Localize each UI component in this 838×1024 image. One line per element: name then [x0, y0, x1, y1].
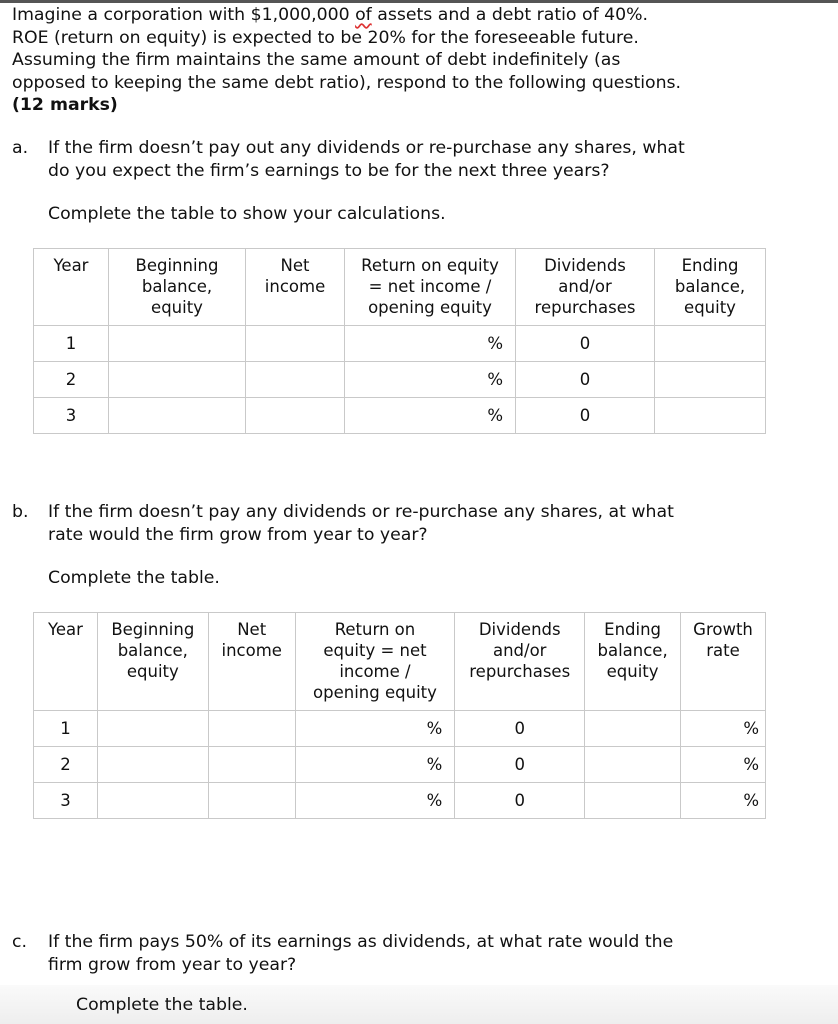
question-label: b. — [12, 502, 29, 522]
cell-net-income[interactable] — [208, 783, 295, 819]
question-text: If the firm doesn’t pay out any dividends or re-purchase any shares, what — [48, 138, 685, 158]
cell-net-income[interactable] — [208, 747, 295, 783]
instruction: Complete the table. — [76, 995, 248, 1015]
cell-ending-balance[interactable] — [655, 362, 766, 398]
header-ending-balance: Ending balance, equity — [655, 249, 766, 326]
question-text: rate would the firm grow from year to year? — [48, 525, 428, 545]
header-dividends: Dividends and/or repurchases — [455, 613, 585, 711]
top-border — [0, 0, 838, 3]
cell-beginning-balance[interactable] — [97, 711, 208, 747]
table-a — [33, 248, 766, 434]
cell-net-income[interactable] — [246, 362, 345, 398]
cell-net-income[interactable] — [208, 711, 295, 747]
cell-year: 3 — [34, 398, 109, 434]
instruction: Complete the table. — [48, 568, 220, 588]
header-beginning-balance: Beginning balance, equity — [109, 249, 246, 326]
cell-roe[interactable]: % — [295, 783, 455, 819]
header-growth-rate: Growth rate — [681, 613, 766, 711]
question-text: firm grow from year to year? — [48, 955, 297, 975]
cell-dividends: 0 — [455, 711, 585, 747]
question-c — [12, 931, 812, 977]
intro-text: Assuming the firm maintains the same amount of debt indefinitely (as — [12, 50, 621, 70]
header-year: Year — [34, 613, 98, 711]
cell-ending-balance[interactable] — [585, 783, 681, 819]
cell-beginning-balance[interactable] — [109, 362, 246, 398]
cell-ending-balance[interactable] — [585, 711, 681, 747]
spellcheck-word[interactable]: of — [355, 5, 372, 25]
cell-dividends: 0 — [455, 783, 585, 819]
question-text: do you expect the firm’s earnings to be for the next three years? — [48, 161, 610, 181]
header-net-income: Net income — [208, 613, 295, 711]
question-text: If the firm doesn’t pay any dividends or re-purchase any shares, at what — [48, 502, 674, 522]
cell-year: 1 — [34, 711, 98, 747]
question-a — [12, 137, 812, 183]
header-year: Year — [34, 249, 109, 326]
intro-text: assets and a debt ratio of 40%. — [371, 5, 649, 25]
table-row — [34, 711, 766, 747]
table-row — [34, 362, 766, 398]
intro-text: opposed to keeping the same debt ratio), respond to the following questions. — [12, 72, 682, 93]
cell-year: 2 — [34, 362, 109, 398]
cell-beginning-balance[interactable] — [97, 747, 208, 783]
cell-ending-balance[interactable] — [655, 398, 766, 434]
marks-label: (12 marks) — [12, 95, 118, 115]
header-ending-balance: Ending balance, equity — [585, 613, 681, 711]
table-header-row — [34, 613, 766, 711]
table-row — [34, 398, 766, 434]
question-label: c. — [12, 932, 27, 952]
header-beginning-balance: Beginning balance, equity — [97, 613, 208, 711]
cell-beginning-balance[interactable] — [97, 783, 208, 819]
header-dividends: Dividends and/or repurchases — [516, 249, 655, 326]
cell-year: 3 — [34, 783, 98, 819]
cell-roe[interactable]: % — [345, 326, 516, 362]
cell-roe[interactable]: % — [295, 747, 455, 783]
intro-paragraph — [12, 4, 822, 117]
cell-beginning-balance[interactable] — [109, 398, 246, 434]
table-b — [33, 612, 766, 819]
cell-dividends: 0 — [516, 362, 655, 398]
cell-dividends: 0 — [455, 747, 585, 783]
cell-roe[interactable]: % — [345, 398, 516, 434]
cell-ending-balance[interactable] — [585, 747, 681, 783]
cell-net-income[interactable] — [246, 326, 345, 362]
cell-roe[interactable]: % — [295, 711, 455, 747]
table-header-row — [34, 249, 766, 326]
cell-dividends: 0 — [516, 398, 655, 434]
header-net-income: Net income — [246, 249, 345, 326]
question-b — [12, 501, 812, 547]
cell-dividends: 0 — [516, 326, 655, 362]
cell-ending-balance[interactable] — [655, 326, 766, 362]
table-row — [34, 747, 766, 783]
table-row — [34, 783, 766, 819]
header-roe: Return on equity = net income / opening equity — [345, 249, 516, 326]
cell-growth-rate[interactable]: % — [681, 747, 766, 783]
intro-text: Imagine a corporation with $1,000,000 — [12, 5, 356, 25]
instruction: Complete the table to show your calculations. — [48, 204, 446, 224]
table-row — [34, 326, 766, 362]
cell-roe[interactable]: % — [345, 362, 516, 398]
cell-beginning-balance[interactable] — [109, 326, 246, 362]
cell-growth-rate[interactable]: % — [681, 783, 766, 819]
intro-text: ROE (return on equity) is expected to be 20% for the foreseeable future. — [12, 27, 639, 48]
cell-net-income[interactable] — [246, 398, 345, 434]
header-roe: Return on equity = net income / opening equity — [295, 613, 455, 711]
question-text: If the firm pays 50% of its earnings as dividends, at what rate would the — [48, 932, 674, 952]
cell-growth-rate[interactable]: % — [681, 711, 766, 747]
cell-year: 1 — [34, 326, 109, 362]
question-label: a. — [12, 138, 29, 158]
cell-year: 2 — [34, 747, 98, 783]
